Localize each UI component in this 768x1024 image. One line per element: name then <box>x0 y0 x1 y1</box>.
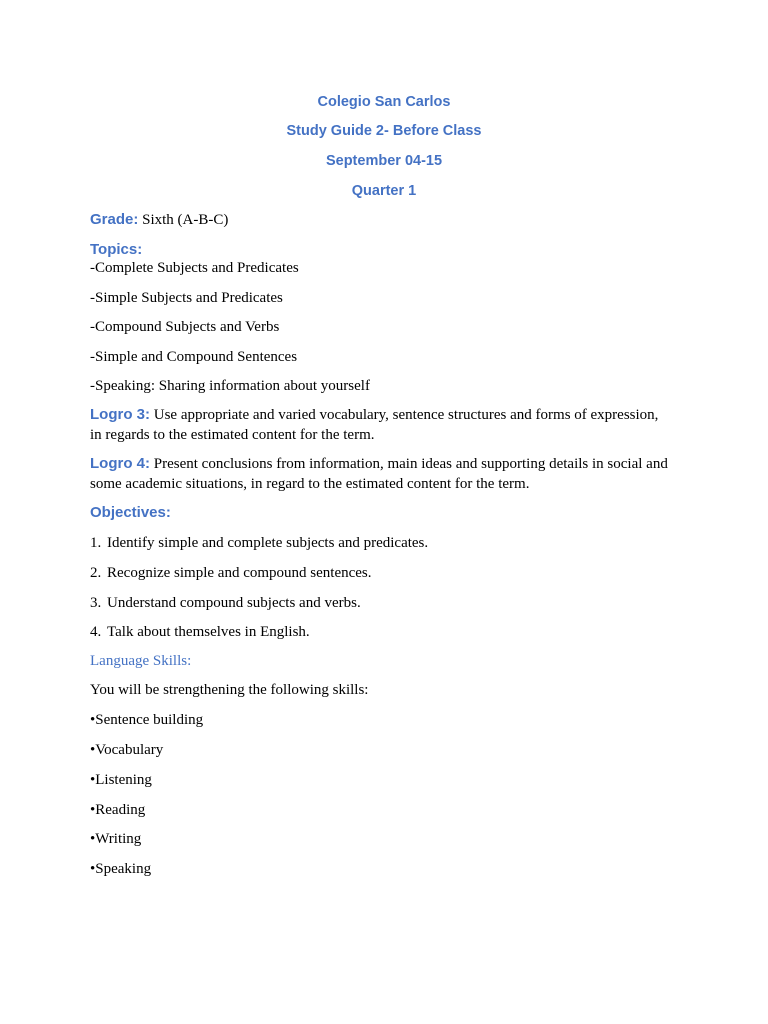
logro-4-label: Logro 4: <box>90 455 150 472</box>
topic-item: -Simple and Compound Sentences <box>90 349 298 365</box>
skill-item: •Listening <box>90 772 152 788</box>
objective-text: Talk about themselves in English. <box>107 624 310 640</box>
objective-number: 3. <box>90 595 102 611</box>
objective-item <box>90 622 310 642</box>
objective-number: 1. <box>90 535 102 551</box>
logro-4-paragraph <box>90 454 670 494</box>
objectives-label: Objectives: <box>90 504 171 521</box>
topic-item: -Speaking: Sharing information about yourself <box>90 378 370 394</box>
grade-value: Sixth (A-B-C) <box>138 212 229 228</box>
logro-3-text: Use appropriate and varied vocabulary, sentence structures and forms of expression, in regards to the estimated content for the term. <box>90 407 659 443</box>
skill-item: •Speaking <box>90 861 152 877</box>
logro-3-paragraph <box>90 405 670 445</box>
skill-item: •Vocabulary <box>90 742 164 758</box>
logro-3-label: Logro 3: <box>90 406 150 423</box>
objective-number: 4. <box>90 624 102 640</box>
skill-item: •Reading <box>90 802 146 818</box>
objective-number: 2. <box>90 565 102 581</box>
language-skills-label: Language Skills: <box>90 653 192 669</box>
grade-line <box>90 210 228 230</box>
objective-item <box>90 563 372 583</box>
objective-text: Identify simple and complete subjects and predicates. <box>107 535 429 551</box>
language-skills-intro: You will be strengthening the following skills: <box>90 682 369 698</box>
objective-text: Understand compound subjects and verbs. <box>107 595 361 611</box>
topic-item: -Complete Subjects and Predicates <box>90 260 299 276</box>
date-range: September 04-15 <box>325 153 443 169</box>
skill-item: •Sentence building <box>90 712 204 728</box>
school-name: Colegio San Carlos <box>317 94 451 110</box>
guide-title: Study Guide 2- Before Class <box>286 123 482 139</box>
logro-4-text: Present conclusions from information, main ideas and supporting details in social and some academic situations, in regard to the estimated content for the term. <box>90 456 668 492</box>
objective-item <box>90 533 428 553</box>
skill-item: •Writing <box>90 831 142 847</box>
objective-text: Recognize simple and compound sentences. <box>107 565 372 581</box>
topic-item: -Simple Subjects and Predicates <box>90 290 283 306</box>
topics-label: Topics: <box>90 241 143 258</box>
grade-label: Grade: <box>90 211 139 228</box>
quarter-label: Quarter 1 <box>351 183 417 199</box>
objective-item <box>90 593 361 613</box>
topic-item: -Compound Subjects and Verbs <box>90 319 280 335</box>
